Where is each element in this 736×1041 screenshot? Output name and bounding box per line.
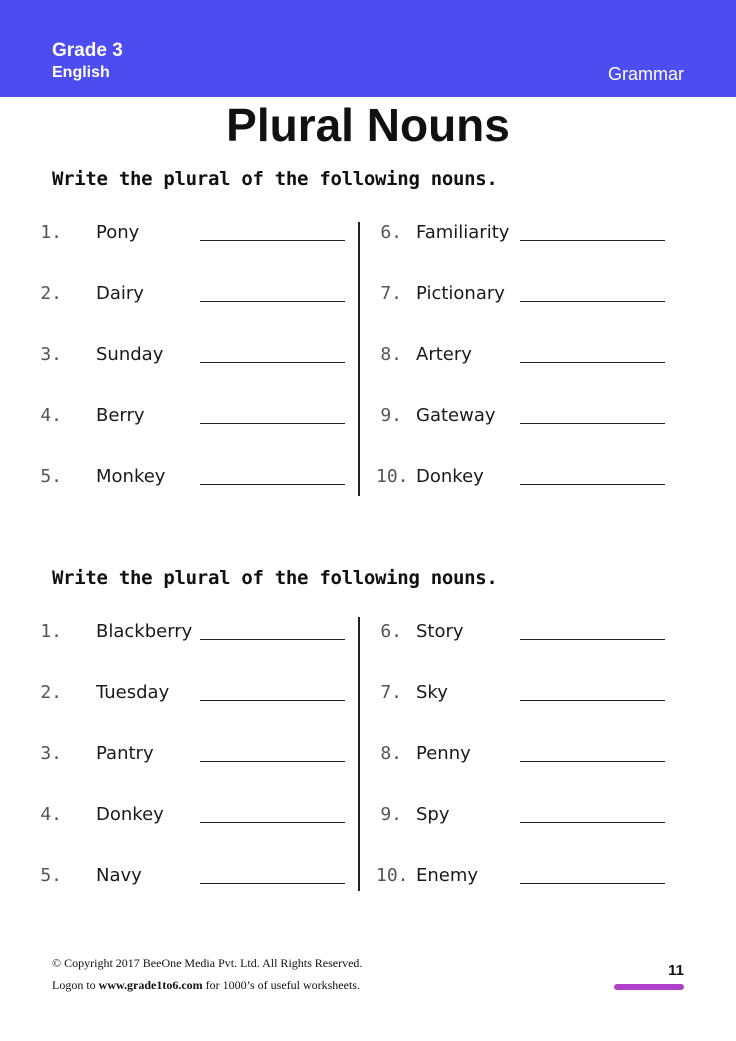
list-item [0, 344, 736, 374]
item-number: 8. [380, 344, 402, 365]
noun-word: Donkey [416, 466, 484, 487]
item-number: 10. [376, 865, 409, 886]
answer-line[interactable] [520, 700, 665, 701]
noun-word: Navy [96, 865, 142, 886]
item-number: 3. [40, 344, 62, 365]
noun-word: Story [416, 621, 464, 642]
logon-suffix: for 1000’s of useful worksheets. [202, 978, 360, 992]
item-number: 7. [380, 682, 402, 703]
noun-word: Enemy [416, 865, 479, 886]
logon-text [52, 978, 360, 993]
item-number: 5. [40, 865, 62, 886]
noun-word: Berry [96, 405, 145, 426]
page-number: 11 [668, 962, 684, 979]
list-item [0, 222, 736, 252]
item-number: 4. [40, 405, 62, 426]
noun-word: Artery [416, 344, 472, 365]
noun-word: Monkey [96, 466, 166, 487]
noun-word: Penny [416, 743, 471, 764]
instruction-1: Write the plural of the following nouns. [52, 168, 498, 190]
list-item [0, 283, 736, 313]
logon-prefix: Logon to [52, 978, 99, 992]
noun-word: Gateway [416, 405, 496, 426]
item-number: 1. [40, 222, 62, 243]
answer-line[interactable] [520, 362, 665, 363]
noun-word: Pony [96, 222, 140, 243]
item-number: 10. [376, 466, 409, 487]
answer-line[interactable] [520, 484, 665, 485]
item-number: 1. [40, 621, 62, 642]
noun-word: Spy [416, 804, 450, 825]
item-number: 9. [380, 804, 402, 825]
noun-word: Sunday [96, 344, 164, 365]
answer-line[interactable] [520, 240, 665, 241]
list-item [0, 621, 736, 651]
item-number: 6. [380, 621, 402, 642]
list-item [0, 743, 736, 773]
list-item [0, 405, 736, 435]
noun-word: Blackberry [96, 621, 193, 642]
item-number: 4. [40, 804, 62, 825]
noun-word: Pictionary [416, 283, 505, 304]
answer-line[interactable] [520, 822, 665, 823]
list-item [0, 466, 736, 496]
noun-word: Sky [416, 682, 448, 703]
noun-word: Dairy [96, 283, 144, 304]
header-banner [0, 0, 736, 97]
item-number: 5. [40, 466, 62, 487]
answer-line[interactable] [520, 301, 665, 302]
noun-word: Donkey [96, 804, 164, 825]
item-number: 7. [380, 283, 402, 304]
site-badge [614, 984, 684, 990]
answer-line[interactable] [520, 423, 665, 424]
noun-word: Pantry [96, 743, 154, 764]
subject-label: English [52, 64, 110, 81]
category-label: Grammar [608, 64, 684, 84]
site-link[interactable]: www.grade1to6.com [98, 978, 203, 992]
copyright-text: © Copyright 2017 BeeOne Media Pvt. Ltd. All Rights Reserved. [52, 956, 363, 970]
item-number: 6. [380, 222, 402, 243]
answer-line[interactable] [520, 883, 665, 884]
item-number: 3. [40, 743, 62, 764]
list-item [0, 804, 736, 834]
list-item [0, 865, 736, 895]
answer-line[interactable] [520, 761, 665, 762]
noun-word: Tuesday [96, 682, 170, 703]
item-number: 9. [380, 405, 402, 426]
item-number: 2. [40, 283, 62, 304]
list-item [0, 682, 736, 712]
instruction-2: Write the plural of the following nouns. [52, 567, 498, 589]
item-number: 8. [380, 743, 402, 764]
page-title: Plural Nouns [226, 99, 510, 151]
grade-label: Grade 3 [52, 40, 123, 61]
answer-line[interactable] [520, 639, 665, 640]
item-number: 2. [40, 682, 62, 703]
noun-word: Familiarity [416, 222, 510, 243]
